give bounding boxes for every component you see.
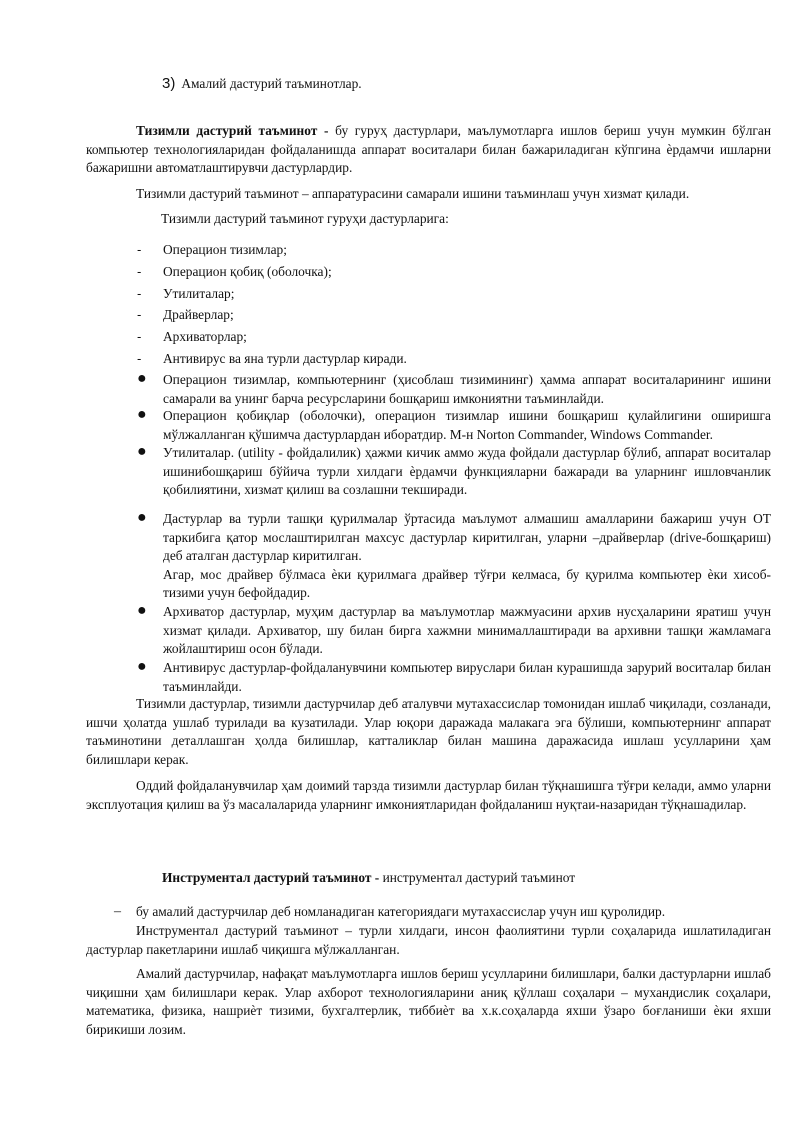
paragraph-application-programmers: Амалий дастурчилар, нафақат маълумотларга ишлов бериш усулларини билишлари, балки дастурларни ишлаб чиқишни ҳам билишлари керак. Улар ахборот технологияларини аниқ қўллаш соҳалари – мухандислик соҳалари, математика, физика, нашриѐт тизими, бухгалтерлик, тиббиѐт ва х.к.соҳаларда яхши ўзаро боғланиши ѐки яхши бирикиши лозим.	[86, 966, 771, 1037]
dash-marker: -	[137, 351, 142, 366]
list-item	[137, 350, 771, 369]
list-item	[137, 241, 771, 260]
bullet-marker: ●	[137, 509, 147, 526]
list-item	[137, 328, 771, 347]
dash-marker: –	[114, 904, 121, 919]
list-item	[137, 306, 771, 325]
list-item-text: Драйверлар;	[163, 307, 234, 322]
list-item-text: Операцион қобиқлар (оболочки), операцион тизимлар ишини бошқариш қулайлигини оширишга мўлжалланган қўшимча дастурлардан иборатдир. М-н Norton Commander, Windows Commander.	[163, 408, 771, 442]
bullet-marker: ●	[137, 658, 147, 675]
list-item-text: Архиватор дастурлар, муҳим дастурлар ва маълумотлар мажмуасини архив нусҳаларини яратиш учун хизмат қилади. Архиватор, шу билан бирга хажмни минималлаштиради ва архивни ташқи жамламага жойлаштириш осон бўлади.	[163, 604, 771, 657]
list-item	[137, 444, 771, 500]
paragraph-instrumental-purpose: Инструментал дастурий таъминот – турли хилдаги, инсон фаолиятини турли соҳаларида ишлатиладиган дастурлар пакетларини ишлаб чиқишга мўлжалланган.	[86, 923, 771, 957]
dash-marker: -	[137, 307, 142, 322]
list-item-text: Архиваторлар;	[163, 329, 247, 344]
list-item-text: Антивирус ва яна турли дастурлар киради.	[163, 351, 407, 366]
bullet-marker: ●	[137, 370, 147, 387]
dash-marker: -	[137, 329, 142, 344]
list-item	[137, 659, 771, 696]
list-item-text	[163, 510, 771, 603]
list-item	[137, 510, 771, 603]
list-item	[137, 603, 771, 659]
bullet-marker: ●	[137, 406, 147, 423]
paragraph-instrumental-software: Инструментал дастурий таъминот - инструментал дастурий таъминот	[162, 870, 576, 885]
list-item	[137, 285, 771, 304]
list-item-text: Операцион қобиқ (оболочка);	[163, 264, 332, 279]
paragraph-system-software-definition: Тизимли дастурий таъминот - бу гуруҳ дастурлари, маълумотларга ишлов бериш учун мумкин бўлган компьютер технологияларидан фойдаланишда аппарат воситалари билан бажариладиган кўпгина ѐрдамчи ишларни бажаришни автоматлаштирувчи дастурлардир.	[86, 123, 771, 176]
list-item-text: Утилиталар;	[163, 286, 235, 301]
dash-marker: -	[137, 264, 142, 279]
list-item-text: Утилиталар. (utility - фойдалилик) ҳажми кичик аммо жуда фойдали дастурлар бўлиб, аппарат воситалар ишинибошқариш бўйича турли хилдаги ѐрдамчи функцияларни бажаради ва уларнинг ишловчанлик қобилиятини, хизмат қилиш ва созлашни текширади.	[163, 445, 771, 498]
list-item-text: Операцион тизимлар;	[163, 242, 287, 257]
paragraph-regular-users: Оддий фойдаланувчилар ҳам доимий тарзда тизимли дастурлар билан тўқнашишга тўғри келади, аммо уларни эксплуотация қилиш ва ўз масалаларида уларнинг имкониятларидан фойдаланиш нуқтаи-назаридан тўқнашадилар.	[86, 778, 771, 812]
section-number: 3)	[162, 75, 176, 92]
paragraph-system-programmers: Тизимли дастурлар, тизимли дастурчилар деб аталувчи мутахассислар томонидан ишлаб чиқилади, созланади, ишчи ҳолатда ушлаб турилади ва кузатилади. Улар юқори даражада малакага эга бўлиши, компьютернинг аппарат таъминотини деталлашган ҳолда билишлар, катталиклар билан машина даражасида ишлаш усулларини ҳам билишлари керак.	[86, 696, 771, 767]
dash-marker: -	[137, 286, 142, 301]
bullet-marker: ●	[137, 443, 147, 460]
list-item-text: Антивирус дастурлар-фойдаланувчини компьютер вируслари билан курашишда зарурий воситалар билан таъминлайди.	[163, 660, 771, 694]
section-heading	[162, 75, 362, 94]
dash-marker: -	[137, 242, 142, 257]
term-instrumental-software: Инструментал дастурий таъминот -	[162, 870, 380, 885]
list-item-extra-text: Агар, мос драйвер бўлмаса ѐки қурилмага драйвер тўғри келмаса, бу қурилма компьютер ѐки хисоб-тизими учун бефойдадир.	[163, 566, 771, 601]
list-item	[137, 371, 771, 408]
paragraph-system-software-group: Тизимли дастурий таъминот гуруҳи дастурларига:	[161, 211, 449, 226]
paragraph-tool-for-programmers: бу амалий дастурчилар деб номланадиган категориядаги мутахассислар учун иш қуролидир.	[136, 904, 666, 919]
bullet-marker: ●	[137, 602, 147, 619]
list-item	[137, 407, 771, 444]
term-system-software: Тизимли дастурий таъминот -	[136, 123, 329, 138]
section-title: Амалий дастурий таъминотлар.	[181, 76, 362, 91]
paragraph-system-software-purpose: Тизимли дастурий таъминот – аппаратурасини самарали ишини таъминлаш учун хизмат қилади.	[136, 186, 690, 201]
list-item-text: Операцион тизимлар, компьютернинг (ҳисоблаш тизимининг) ҳамма аппарат воситаларининг ишини самарали ва унинг барча ресурсларини бошқариш имкониятни таъминлайди.	[163, 372, 771, 406]
list-item	[137, 263, 771, 282]
list-item-main-text: Дастурлар ва турли ташқи қурилмалар ўртасида маълумот алмашиш амалларини бажариш учун ОТ таркибига қатор мослаштирилган махсус дастурлар киритилган, уларни –драйверлар (drive-бошқариш) деб аталган дастурлар киритилган.	[163, 511, 771, 564]
